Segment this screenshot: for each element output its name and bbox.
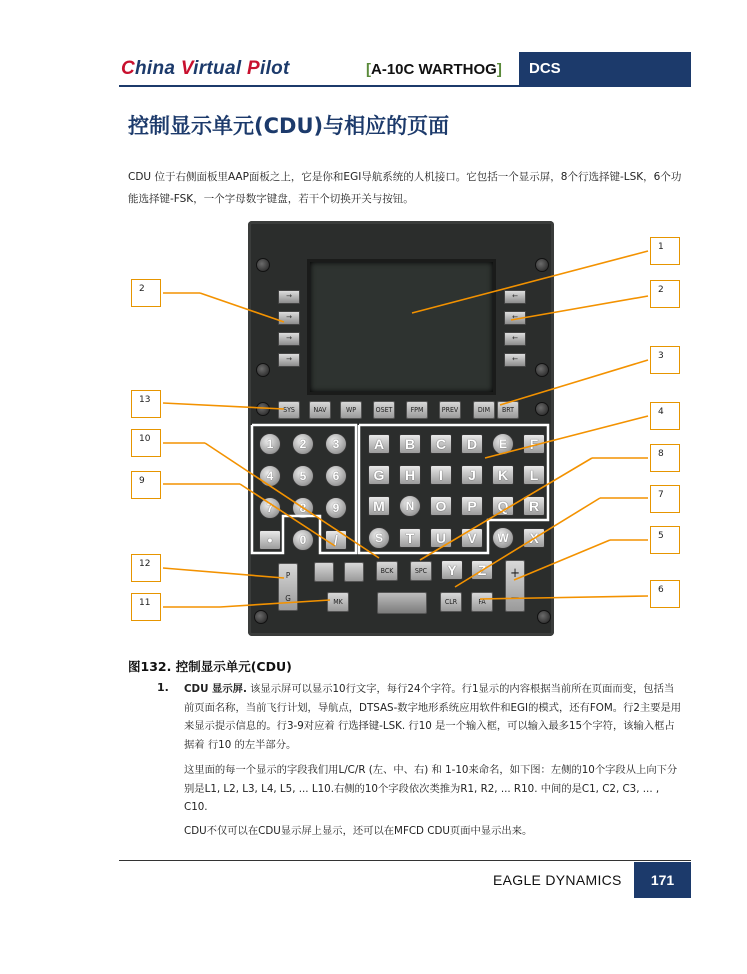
key-p[interactable]: P bbox=[461, 496, 483, 516]
key-b[interactable]: B bbox=[399, 434, 421, 454]
figure-caption: 图132. 控制显示单元(CDU) bbox=[128, 659, 292, 674]
leader-3 bbox=[500, 360, 648, 405]
digit-keypad-outline bbox=[252, 425, 356, 553]
bck-button[interactable]: BCK bbox=[376, 561, 398, 581]
key-8[interactable]: 8 bbox=[292, 497, 314, 519]
key-e[interactable]: E bbox=[492, 433, 514, 455]
dim-button[interactable]: DIM bbox=[473, 401, 495, 419]
site-logo: China Virtual Pilot bbox=[121, 58, 290, 79]
lsk-left-2[interactable]: → bbox=[278, 311, 300, 325]
key-5[interactable]: 5 bbox=[292, 465, 314, 487]
callout-2-left: 2 bbox=[131, 279, 161, 307]
callout-8: 8 bbox=[650, 444, 680, 472]
item-1-paragraph-2: 这里面的每一个显示的字段我们用L/C/R (左、中、右) 和 1-10来命名，如下图：左侧的10个字段从上向下分别是L1, L2, L3, L4, L5, ... L10.右侧的10个字段依次类推为R1, R2, ... R10. 中间的是C1, C2, C3, ... , C10. bbox=[184, 764, 678, 813]
mk-button[interactable]: MK bbox=[327, 592, 349, 612]
item-1-label: CDU 显示屏. bbox=[184, 683, 247, 695]
list-number: 1. bbox=[157, 681, 169, 694]
key-0[interactable]: 0 bbox=[292, 529, 314, 551]
footer-rule bbox=[119, 860, 691, 861]
key-a[interactable]: A bbox=[368, 434, 390, 454]
leader-1 bbox=[412, 251, 648, 313]
key-2[interactable]: 2 bbox=[292, 433, 314, 455]
fsk-sys-button[interactable]: SYS bbox=[278, 401, 300, 419]
lsk-left-4[interactable]: → bbox=[278, 353, 300, 367]
key-4[interactable]: 4 bbox=[259, 465, 281, 487]
page-title: 控制显示单元(CDU)与相应的页面 bbox=[128, 114, 450, 138]
callout-4: 4 bbox=[650, 402, 680, 430]
fsk-wp-button[interactable]: WP bbox=[340, 401, 362, 419]
key-1[interactable]: 1 bbox=[259, 433, 281, 455]
page-p-label: P bbox=[285, 571, 291, 580]
lsk-right-2[interactable]: ← bbox=[504, 311, 526, 325]
key-d[interactable]: D bbox=[461, 434, 483, 454]
leader-6 bbox=[480, 596, 648, 599]
leader-2-right bbox=[511, 296, 648, 320]
leader-10-b bbox=[205, 443, 379, 558]
key-n[interactable]: N bbox=[399, 495, 421, 517]
brt-button[interactable]: BRT bbox=[497, 401, 519, 419]
plus-icon: + bbox=[510, 566, 520, 581]
intro-paragraph: CDU 位于右侧面板里AAP面板之上，它是你和EGI导航系统的人机接口。它包括一个显示屏，8个行选择键-LSK，6个功能选择键-FSK，一个字母数字键盘，若干个切换开关与按钮。 bbox=[128, 171, 682, 205]
leader-8-b bbox=[420, 458, 592, 560]
footer-brand: EAGLE DYNAMICS bbox=[493, 872, 622, 888]
fsk-nav-button[interactable]: NAV bbox=[309, 401, 331, 419]
fa-button[interactable]: FA bbox=[471, 592, 493, 612]
key-m[interactable]: M bbox=[368, 496, 390, 516]
lsk-left-3[interactable]: → bbox=[278, 332, 300, 346]
key-dot[interactable]: • bbox=[259, 530, 281, 550]
key-9[interactable]: 9 bbox=[325, 497, 347, 519]
item-1-paragraph-3: CDU不仅可以在CDU显示屏上显示，还可以在MFCD CDU页面中显示出来。 bbox=[184, 825, 533, 837]
key-r[interactable]: R bbox=[523, 496, 545, 516]
section-tag: DCS bbox=[519, 52, 691, 86]
key-h[interactable]: H bbox=[399, 465, 421, 485]
key-f[interactable]: F bbox=[523, 434, 545, 454]
leader-13 bbox=[163, 403, 284, 409]
callout-12: 12 bbox=[131, 554, 161, 582]
callout-13: 13 bbox=[131, 390, 161, 418]
leader-5-b bbox=[514, 540, 610, 580]
lsk-right-4[interactable]: ← bbox=[504, 353, 526, 367]
key-w[interactable]: W bbox=[492, 527, 514, 549]
leader-11-b bbox=[220, 600, 330, 607]
key-t[interactable]: T bbox=[399, 528, 421, 548]
fsk-prev-button[interactable]: PREV bbox=[439, 401, 461, 419]
key-z[interactable]: Z bbox=[471, 560, 493, 580]
key-6[interactable]: 6 bbox=[325, 465, 347, 487]
key-3[interactable]: 3 bbox=[325, 433, 347, 455]
key-q[interactable]: Q bbox=[492, 496, 514, 516]
key-c[interactable]: C bbox=[430, 434, 452, 454]
key-o[interactable]: O bbox=[430, 496, 452, 516]
key-7[interactable]: 7 bbox=[259, 497, 281, 519]
letter-keypad-outline bbox=[359, 425, 548, 553]
aircraft-label: [A-10C WARTHOG] bbox=[366, 61, 502, 78]
callout-11: 11 bbox=[131, 593, 161, 621]
lsk-right-1[interactable]: ← bbox=[504, 290, 526, 304]
key-l[interactable]: L bbox=[523, 465, 545, 485]
page-g-label: G bbox=[285, 594, 291, 603]
key-v[interactable]: V bbox=[461, 528, 483, 548]
item-1-paragraph bbox=[184, 680, 684, 754]
item-1-text: 该显示屏可以显示10行文字，每行24个字符。行1显示的内容根据当前所在页面而变，包括当前页面名称，当前飞行计划，导航点，DTSAS-数字地形系统应用软件和EGI的模式，还有FOM。行2主要是用来显示提示信息的。行3-9对应着 行选择键-LSK. 行10 是一个输入框，可以输入最多15个字符，该输入框占据着 行10 的左半部分。 bbox=[184, 683, 682, 751]
minus-icon: − bbox=[510, 591, 520, 606]
key-u[interactable]: U bbox=[430, 528, 452, 548]
callout-9: 9 bbox=[131, 471, 161, 499]
lsk-right-3[interactable]: ← bbox=[504, 332, 526, 346]
lsk-left-1[interactable]: → bbox=[278, 290, 300, 304]
callout-5: 5 bbox=[650, 526, 680, 554]
callout-6: 6 bbox=[650, 580, 680, 608]
page-number: 171 bbox=[634, 862, 691, 898]
callout-2-right: 2 bbox=[650, 280, 680, 308]
callout-7: 7 bbox=[650, 485, 680, 513]
key-slash[interactable]: / bbox=[325, 530, 347, 550]
clr-button[interactable]: CLR bbox=[440, 592, 462, 612]
key-x[interactable]: X bbox=[523, 528, 545, 548]
leader-12 bbox=[163, 568, 284, 578]
key-s[interactable]: S bbox=[368, 527, 390, 549]
leader-4 bbox=[485, 416, 648, 458]
key-k[interactable]: K bbox=[492, 465, 514, 485]
fsk-fpm-button[interactable]: FPM bbox=[406, 401, 428, 419]
spc-button[interactable]: SPC bbox=[410, 561, 432, 581]
leader-2-left-b bbox=[200, 293, 284, 322]
key-i[interactable]: I bbox=[430, 465, 452, 485]
callout-3: 3 bbox=[650, 346, 680, 374]
callout-1: 1 bbox=[650, 237, 680, 265]
keypad-outlines bbox=[252, 425, 548, 553]
key-y[interactable]: Y bbox=[441, 560, 463, 580]
callout-10: 10 bbox=[131, 429, 161, 457]
fsk-oset-button[interactable]: OSET bbox=[373, 401, 395, 419]
key-g[interactable]: G bbox=[368, 465, 390, 485]
key-j[interactable]: J bbox=[461, 465, 483, 485]
